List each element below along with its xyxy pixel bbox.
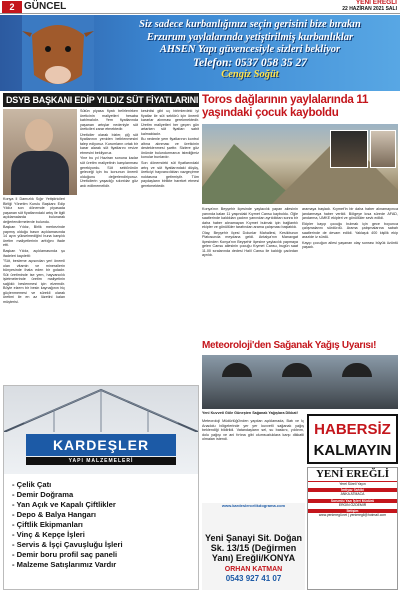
banner-phone: Telefon: 0537 058 35 27: [193, 56, 307, 69]
imprint-info: Yerel Süreli Yayın: [339, 482, 366, 486]
mountain-photo: [202, 124, 398, 204]
kardesler-ad: [3, 385, 199, 590]
left-article-col-3: [141, 109, 199, 383]
paragraph: Son dönemdeki süt fiyatlarındaki artış ve süt fiyatlarındaki düşüş, üreticiyi hayvancılıktan vazgeçirme noktasına getirmiştir. Tüm paydaşların birlikte hareket etmesi gerekmektedir.: [141, 161, 199, 188]
banner-signature: Cengiz Soğüt: [221, 69, 279, 80]
paragraph: Yine bu yıl Haziran sonuna kadar süt üretim maliyetinin karşılanması gerekiyordu. Süt sektörünün geleceği için bu konunun önemli olduğunu değerlendiriyoruz. Üreticilerin yaşadığı sıkıntılar göz ardı edilmemelidir.: [80, 156, 138, 188]
hangar-image: [4, 386, 198, 474]
imprint-box: [307, 467, 398, 590]
issue-date: 22 HAZİRAN 2021 SALI: [342, 6, 397, 12]
paragraph: Bu nedenle yem fiyatlarının kontrol altına alınması ve üreticinin desteklenmesi şarttır. Sizlere göz önünde bulundurmanızı istediğimiz konular bunlardır.: [141, 137, 199, 160]
ad-address: Yeni Şanayi Sit. Doğan Sk. 13/15 (Değirmen Yanı) Ereğli/KONYA: [204, 533, 303, 563]
right-article-col-1: [202, 207, 298, 337]
list-item: - Vinç & Kepçe İşleri: [12, 530, 85, 539]
habersiz-line-2: KALMAYIN: [313, 442, 392, 459]
paragraph: Konya'nın Beyşehir ilçesinde yaylacılık yapan ailesinin yanında kalan 11 yaşındaki Kıymet Cansu kayboldu. Öğle saatlerinde kaldıkları çadırın yanından ayrıldıktan sonra bir daha haber alınamayan Kıymet bulmak için bağlantılı ekipler ve gönüllüler tarafından arama çalışması başlatıldı.: [202, 207, 298, 230]
paragraph: aramaya başladı. Kıymet'in bir daha haber alınamayınca jandarmaya haber verildi. Bölgeye kısa sürede AFAD, jandarma, UMKE ekipleri ve gönüllüler sevk edildi.: [302, 207, 398, 221]
list-item: - Demir boru profil saç paneli: [12, 550, 118, 559]
ad-phone: 0543 927 41 07: [225, 574, 282, 583]
roof-truss-icon: [4, 386, 198, 432]
left-article-headline: DSYB BAŞKANI EDİP YILDIZ SÜT FİYATLARINI: [3, 93, 199, 107]
editor-name: ERGİN ÖZDEMİR: [338, 502, 367, 507]
kardesler-subtitle: YAPI MALZEMELERİ: [26, 457, 176, 465]
page-number: 2: [2, 1, 22, 13]
paragraph: "Süt, besleme açısından yeri önemli olan vitamin ve minerallerin bünyesinde ihata eden bir gıdadır. Süt üretiminde ise yem, hayvancılık işletmelerinde üretim maliyetinin sağlıklı beslenmesi için elzemdir. Böyle elzem bir besin kaynağının hiç güçlenmemesi ve sürekli olarak üretimi ile en az lüzetini kalan müşterisi.: [3, 259, 65, 305]
paragraph: Başkan Yıldız, açıklamasında şu ifadeleri kaydetti:: [3, 249, 65, 258]
portrait-head: [25, 119, 53, 151]
paragraph: Kayıp çocuğun ailesi yaşanan olay sonrası büyük üzüntü yaşadı.: [302, 240, 398, 250]
paragraph: Ekipler kayıp çocuğu bulmak için gece boyunca çalışmalarını sürdürdü. Arama çalışmalarına sabah saatlerinde de devam edildi. Yaklaşık 400 kişilik ekip arazide iz sürdü.: [302, 221, 398, 240]
paper-name: YENİ EREĞLİ: [355, 0, 397, 6]
paragraph: Konya İl Damızlık Sığır Yetiştiricileri Birliği Yönetim Kurulu Başkanı Edip Yıldız son dönemde piyasada yaşanan süt fiyatlarındaki artış ile ilgili açıklamalarda bulunarak değerlendirmelerde bulundu.: [3, 197, 65, 224]
umbrella-shape: [342, 363, 372, 377]
list-item: - Çiftlik Ekipmanları: [12, 520, 83, 529]
banner-text: [105, 19, 395, 82]
kurban-banner-ad: [0, 15, 400, 91]
weather-body: Meteoroloji Müdürlüğü'nden yapılan açıklamada, Batı ve İç Anadolu bölgelerinde yer yer kuvvetli sağanak yağış beklendiği bildirildi. Vatandaşların sel, su baskını, yıldırım, dolu yağışı ve ani fırtına gibi olumsuzluklara karşı dikkatli olmaları istendi.: [202, 419, 304, 442]
umbrella-shape: [222, 363, 252, 377]
portrait-photo: [3, 109, 77, 195]
habersiz-box: [307, 414, 398, 464]
list-item: - Depo & Balya Hangarı: [12, 510, 96, 519]
banner-line-2: Erzurum yaylalarında yetiştirilmiş kurbanlıklar: [146, 31, 354, 43]
contact-info: www.yenieregli.net | yenieregli@hotmail.com: [318, 513, 387, 518]
weather-headline: Meteoroloji'den Sağanak Yağış Uyarısı!: [202, 340, 377, 351]
kardesler-logo: KARDEŞLER: [26, 434, 176, 456]
missing-child-photo: [330, 130, 368, 168]
banner-line-3: AHSEN Yapı güvencesiyle sizleri bekliyor: [159, 44, 341, 55]
inset-photo: [370, 130, 396, 168]
list-item: - Malzeme Satışlarımız Vardır: [12, 560, 117, 569]
masthead-right: [342, 0, 397, 12]
habersiz-line-1: HABERSİZ: [314, 421, 391, 438]
contact-label: İletişim: [308, 509, 397, 513]
owner-label: İmtiyaz Sahibi: [308, 488, 397, 492]
left-article-col-2: [80, 109, 138, 383]
weather-caption: Yeni Kuvveti Göle Güneşten Sağanak Yağışlara Dikkat!: [202, 411, 298, 415]
left-article-col-1: [3, 197, 65, 383]
paragraph: Olay, Beyşehir ilçesi Dolunlar Mahallesi, Kesikburun Platosunda meydana geldi. Antalya'nın Manavgat ilçesinden Konya'nın Beyşehir ilçesine yaylacılık yapmaya gelen Cansu ailesinin çocuğu Kıymet Cansu, bugün saat 11.00 sıralarında dedesi Halil Cansu ile kaldığı çadırdan ayrıldı.: [202, 230, 298, 258]
section-title: GÜNCEL: [24, 1, 67, 12]
paragraph: Üreticiler olarak bizler, çiğ süt fiyatlarının yeniden belirlenmesini talep ediyoruz. Kurumların ortak bir karar alarak süt fiyatlarını revize etmesini bekliyoruz.: [80, 132, 138, 155]
paragraph: kesintisi gibi uç birimlerdeki iyi fiyatlar ile süt sektörü için önemli kararlar alınması gerekmektedir. Üretim maliyetleri her geçen gün artarken süt fiyatları sabit kalmaktadır.: [141, 109, 199, 136]
banner-line-1: Siz sadece kurbanlığınızı seçin gerisini bize bırakın: [139, 19, 361, 30]
ad-url: www.kardeslercelikdograma.com: [221, 503, 286, 508]
editor-label: Sorumlu Yazı İşleri Müdürü: [308, 499, 397, 503]
list-item: - Servis & İşçi Çavuşluğu İşleri: [12, 540, 123, 549]
imprint-title: YENİ EREĞLİ: [308, 468, 397, 482]
umbrella-shape: [282, 363, 312, 377]
rain-photo: [202, 355, 398, 409]
ad-contact-name: ORHAN KATMAN: [224, 566, 283, 573]
right-article-col-2: [302, 207, 398, 337]
list-item: - Demir Doğrama: [12, 490, 74, 499]
right-article-headline: Toros dağlarının yaylalarında 11 yaşındaki çocuk kayboldu: [202, 93, 369, 119]
cow-image: [22, 15, 94, 91]
services-list: [12, 480, 198, 570]
paragraph: Başkan Yıldız, Birlik merkezinde yapmış olduğu basın açıklamasında 14 ayın yükselmediğini buna karşılık üretim maliyetlerinin arttığını ifade etti.: [3, 225, 65, 248]
owner-name: ANKA ATMACA: [340, 492, 365, 497]
page-header: [0, 0, 400, 14]
portrait-suit: [11, 151, 69, 195]
address-ad: [202, 503, 305, 590]
list-item: - Yan Açık ve Kapalı Çiftlikler: [12, 500, 116, 509]
list-item: - Çelik Çatı: [12, 480, 52, 489]
paragraph: Sütün piyasa fiyatı belirlenirken üreticinin maliyetleri hesaba katılmalıdır. Yem fiyatlarında yaşanan artışlar nedeniyle süt üreticileri zarar etmektedir.: [80, 109, 138, 132]
